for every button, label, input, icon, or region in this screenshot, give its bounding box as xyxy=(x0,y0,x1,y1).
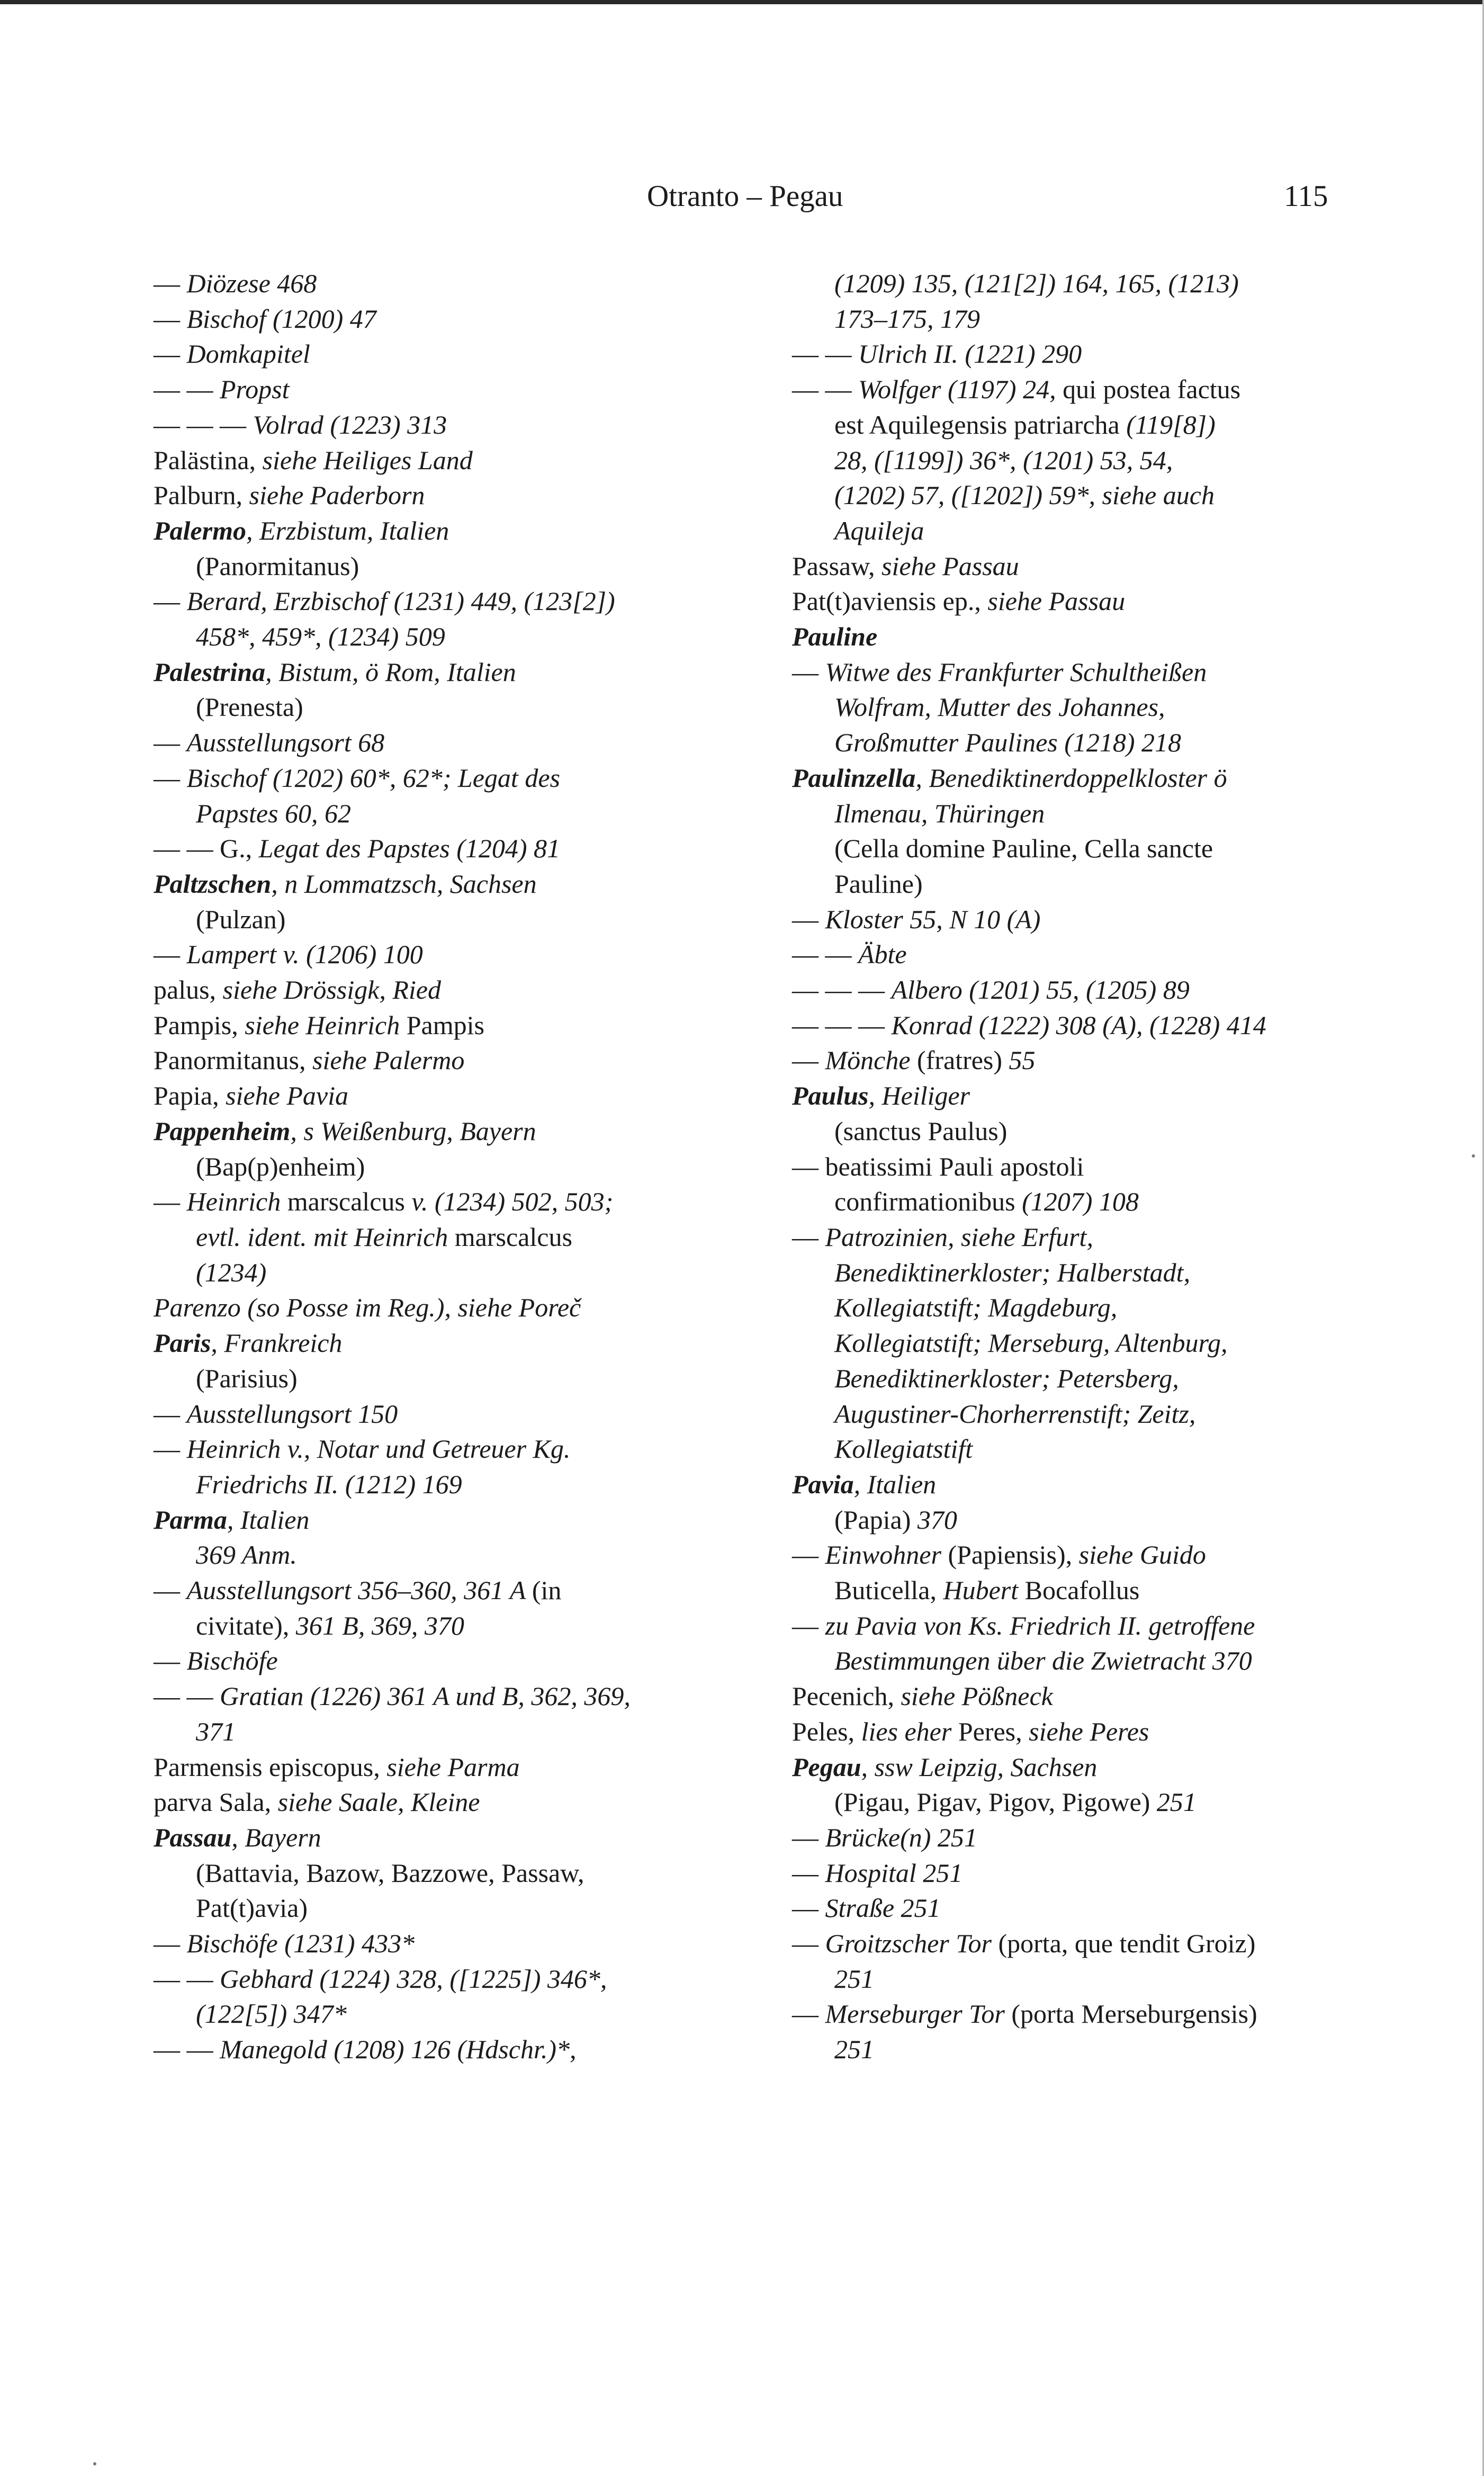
index-entry-line xyxy=(154,1750,715,1785)
index-entry-line xyxy=(792,725,1353,760)
index-entry-text: (Prenesta) xyxy=(196,692,303,722)
index-entry-text: Pampis, xyxy=(154,1010,245,1040)
index-entry-text: Palästina, xyxy=(154,445,263,475)
index-entry-text: civitate), xyxy=(196,1610,296,1640)
index-headword: Parma xyxy=(154,1504,227,1535)
index-entry-text: (Battavia, Bazow, Bazzowe, Passaw, xyxy=(196,1858,584,1888)
index-entry-line xyxy=(154,478,715,513)
index-entry-text: Bischöfe (1231) 433* xyxy=(186,1928,415,1959)
index-entry-text: — beatissimi Pauli apostoli xyxy=(792,1151,1084,1181)
index-entry-text: marscalcus xyxy=(287,1187,412,1217)
index-entry-text: Brücke(n) 251 xyxy=(825,1822,977,1852)
index-entry-line xyxy=(154,1078,715,1114)
index-entry-line xyxy=(792,1467,1353,1502)
index-entry-line xyxy=(154,1679,715,1714)
index-entry-line xyxy=(792,266,1353,301)
index-entry-text: — — xyxy=(154,374,220,405)
index-entry-line xyxy=(154,1537,715,1573)
index-entry-text: — xyxy=(154,1575,187,1605)
index-entry-line xyxy=(792,584,1353,619)
index-entry-line xyxy=(792,1537,1353,1573)
index-entry-text: zu Pavia von Ks. Friedrich II. getroffene xyxy=(825,1610,1255,1640)
index-entry-text: Legat des Papstes (1204) 81 xyxy=(258,833,560,864)
index-entry-line xyxy=(792,549,1353,584)
index-entry-line xyxy=(154,1820,715,1855)
index-entry-line xyxy=(792,336,1353,372)
index-entry-text: Peres, xyxy=(958,1716,1029,1746)
index-entry-line xyxy=(792,1325,1353,1361)
index-entry-text: Kollegiatstift; Magdeburg, xyxy=(834,1293,1118,1323)
index-entry-line xyxy=(792,513,1353,549)
index-entry-line xyxy=(792,1396,1353,1432)
index-entry-text: Wolfger (1197) 24, xyxy=(858,374,1063,405)
index-column-left xyxy=(154,266,715,2067)
index-entry-text: — xyxy=(792,1540,825,1570)
index-entry-line xyxy=(154,372,715,407)
index-entry-text: 55 xyxy=(1009,1045,1036,1075)
index-entry-line xyxy=(154,1008,715,1043)
index-entry-text: (1202) 57, ([1202]) 59*, siehe auch xyxy=(834,480,1215,510)
index-entry-text: 371 xyxy=(196,1716,236,1746)
index-entry-text: Albero (1201) 55, (1205) 89 xyxy=(891,975,1190,1005)
index-entry-line xyxy=(154,972,715,1008)
index-entry-text: v. (1234) 502, 503; xyxy=(411,1187,614,1217)
index-entry-text: Augustiner-Chorherrenstift; Zeitz, xyxy=(834,1398,1196,1429)
index-entry-line xyxy=(792,1255,1353,1290)
index-entry-line xyxy=(792,831,1353,866)
index-entry-text: Aquileja xyxy=(834,515,924,545)
index-entry-line xyxy=(792,407,1353,443)
index-entry-text: Pat(t)aviensis ep., xyxy=(792,586,988,616)
index-entry-text: (Papia) xyxy=(834,1504,918,1535)
index-entry-line xyxy=(792,760,1353,796)
index-entry-text: , Erzbistum, Italien xyxy=(246,515,449,545)
index-entry-text: confirmationibus xyxy=(834,1187,1022,1217)
index-entry-line xyxy=(792,1890,1353,1926)
index-entry-line xyxy=(154,1149,715,1185)
index-entry-text: Pecenich, xyxy=(792,1681,901,1711)
index-entry-text: Patrozinien, siehe Erfurt, xyxy=(825,1222,1093,1252)
index-entry-text: Straße 251 xyxy=(825,1893,941,1923)
index-entry-line xyxy=(792,689,1353,725)
index-entry-line xyxy=(154,336,715,372)
index-entry-text: , Italien xyxy=(853,1469,937,1499)
index-entry-line xyxy=(792,796,1353,831)
index-entry-text: siehe Parma xyxy=(386,1752,520,1782)
index-entry-text: — xyxy=(154,939,187,970)
index-entry-line xyxy=(792,1078,1353,1114)
index-entry-text: — xyxy=(154,728,187,758)
index-headword: Palestrina xyxy=(154,657,266,687)
index-headword: Pappenheim xyxy=(154,1116,291,1146)
index-entry-line xyxy=(154,266,715,301)
index-entry-line xyxy=(154,689,715,725)
index-entry-text: siehe Passau xyxy=(881,551,1019,581)
index-entry-text: Bischöfe xyxy=(186,1646,278,1676)
index-entry-line xyxy=(792,1043,1353,1078)
index-entry-text: Panormitanus, xyxy=(154,1045,312,1075)
index-entry-text: (119[8]) xyxy=(1126,409,1216,439)
index-headword: Palermo xyxy=(154,515,246,545)
index-entry-line xyxy=(792,2032,1353,2067)
index-entry-text: Hospital 251 xyxy=(825,1858,963,1888)
index-entry-line xyxy=(154,1290,715,1325)
index-entry-line xyxy=(792,1643,1353,1679)
index-entry-text: Pampis xyxy=(406,1010,484,1040)
index-entry-text: Heinrich xyxy=(186,1187,287,1217)
index-entry-text: , Heiliger xyxy=(868,1081,970,1111)
page-number: 115 xyxy=(1284,180,1328,213)
index-entry-text: Äbte xyxy=(858,939,907,970)
index-entry-text: parva Sala, xyxy=(154,1787,278,1817)
index-headword: Paulus xyxy=(792,1081,869,1111)
index-entry-text: Kollegiatstift xyxy=(834,1434,973,1464)
index-entry-line xyxy=(154,1467,715,1502)
index-entry-line xyxy=(154,1855,715,1891)
index-entry-text: Konrad (1222) 308 (A), (1228) 414 xyxy=(891,1010,1266,1040)
index-entry-line xyxy=(154,1784,715,1820)
index-entry-line xyxy=(792,1784,1353,1820)
index-entry-line xyxy=(154,1714,715,1750)
index-entry-text: Peles, xyxy=(792,1716,861,1746)
index-entry-text: siehe Drössigk, Ried xyxy=(222,975,441,1005)
index-entry-line xyxy=(792,1996,1353,2032)
index-entry-text: 28, ([1199]) 36*, (1201) 53, 54, xyxy=(834,445,1173,475)
index-headword: Paris xyxy=(154,1328,211,1358)
index-headword: Pavia xyxy=(792,1469,854,1499)
index-entry-line xyxy=(154,1184,715,1219)
index-entry-text: Bischof (1202) 60*, 62*; Legat des xyxy=(186,762,560,793)
index-entry-text: — xyxy=(792,1928,825,1959)
index-entry-text: (Papiensis), xyxy=(948,1540,1079,1570)
top-border-rule xyxy=(0,0,1484,4)
index-entry-text: (1209) 135, (121[2]) 164, 165, (1213) xyxy=(834,268,1239,298)
index-entry-line xyxy=(154,1219,715,1255)
index-entry-text: — xyxy=(154,586,187,616)
index-headword: Paulinzella xyxy=(792,762,916,793)
index-headword: Paltzschen xyxy=(154,868,272,899)
index-entry-line xyxy=(792,1820,1353,1855)
index-entry-text: (122[5]) 347* xyxy=(196,1999,347,2029)
index-entry-text: — — — xyxy=(792,975,892,1005)
index-entry-line xyxy=(154,1926,715,1961)
index-entry-line xyxy=(792,1855,1353,1891)
index-entry-text: qui postea factus xyxy=(1063,374,1241,405)
index-entry-text: — — xyxy=(154,2034,220,2065)
index-entry-text: (sanctus Paulus) xyxy=(834,1116,1008,1146)
index-entry-text: Ausstellungsort 68 xyxy=(186,728,385,758)
index-entry-text: est Aquilegensis patriarcha xyxy=(834,409,1127,439)
index-entry-text: , s Weißenburg, Bayern xyxy=(290,1116,536,1146)
index-entry-line xyxy=(154,301,715,337)
index-entry-text: siehe Paderborn xyxy=(249,480,425,510)
index-entry-text: siehe Heiliges Land xyxy=(262,445,473,475)
index-entry-line xyxy=(792,902,1353,937)
index-entry-text: — — xyxy=(154,1681,220,1711)
index-entry-text: — xyxy=(154,1646,187,1676)
index-entry-text: Palburn, xyxy=(154,480,249,510)
index-entry-line xyxy=(792,1750,1353,1785)
index-entry-line xyxy=(792,619,1353,654)
index-entry-text: Groitzscher Tor xyxy=(825,1928,999,1959)
index-entry-text: (Panormitanus) xyxy=(196,551,359,581)
index-entry-text: Mönche xyxy=(825,1045,918,1075)
index-entry-text: , ssw Leipzig, Sachsen xyxy=(861,1752,1098,1782)
index-entry-text: — — xyxy=(154,1963,220,1994)
index-entry-text: Ulrich II. (1221) 290 xyxy=(858,339,1082,369)
index-entry-line xyxy=(154,1325,715,1361)
index-entry-text: 370 xyxy=(917,1504,957,1535)
index-entry-text: — — xyxy=(792,374,858,405)
index-entry-line xyxy=(792,1608,1353,1644)
index-entry-text: Bocafollus xyxy=(1024,1575,1140,1605)
index-entry-text: (Bap(p)enheim) xyxy=(196,1151,365,1181)
index-entry-line xyxy=(154,407,715,443)
index-entry-line xyxy=(792,372,1353,407)
index-entry-line xyxy=(792,866,1353,902)
index-entry-line xyxy=(792,1961,1353,1997)
index-entry-line xyxy=(154,937,715,972)
index-entry-line xyxy=(792,1184,1353,1219)
index-headword: Pegau xyxy=(792,1752,861,1782)
index-entry-text: (porta, que tendit Groiz) xyxy=(998,1928,1256,1959)
index-entry-text: (porta Merseburgensis) xyxy=(1011,1999,1257,2029)
index-entry-text: Großmutter Paulines (1218) 218 xyxy=(834,728,1182,758)
index-entry-text: siehe Guido xyxy=(1078,1540,1206,1570)
index-entry-line xyxy=(154,1255,715,1290)
index-entry-text: — xyxy=(792,657,825,687)
index-entry-line xyxy=(792,937,1353,972)
index-entry-line xyxy=(154,443,715,478)
index-entry-text: Wolfram, Mutter des Johannes, xyxy=(834,692,1165,722)
index-entry-line xyxy=(154,1396,715,1432)
index-entry-text: — xyxy=(792,1610,825,1640)
index-entry-line xyxy=(154,1361,715,1396)
index-entry-text: Kloster 55, N 10 (A) xyxy=(825,904,1041,934)
index-entry-line xyxy=(154,760,715,796)
index-entry-text: — xyxy=(154,339,187,369)
index-headword: Pauline xyxy=(792,622,878,652)
index-entry-line xyxy=(154,1996,715,2032)
index-entry-text: (Pigau, Pigav, Pigov, Pigowe) xyxy=(834,1787,1157,1817)
index-entry-text: Bischof (1200) 47 xyxy=(186,303,376,334)
index-entry-line xyxy=(154,1890,715,1926)
index-entry-text: Friedrichs II. (1212) 169 xyxy=(196,1469,462,1499)
index-entry-line xyxy=(792,443,1353,478)
index-entry-text: , n Lommatzsch, Sachsen xyxy=(271,868,537,899)
index-entry-line xyxy=(154,513,715,549)
index-entry-text: 173–175, 179 xyxy=(834,303,980,334)
index-entry-line xyxy=(154,2032,715,2067)
index-entry-text: (in xyxy=(532,1575,562,1605)
index-entry-line xyxy=(792,1714,1353,1750)
index-entry-text: Pauline) xyxy=(834,868,923,899)
index-entry-text: Kollegiatstift; Merseburg, Altenburg, xyxy=(834,1328,1228,1358)
index-entry-line xyxy=(154,584,715,619)
index-entry-text: Buticella, xyxy=(834,1575,943,1605)
running-header-title: Otranto – Pegau xyxy=(647,180,843,213)
index-entry-text: siehe Pavia xyxy=(226,1081,348,1111)
index-entry-text: — xyxy=(154,1928,187,1959)
index-entry-text: Parmensis episcopus, xyxy=(154,1752,387,1782)
index-entry-text: — — xyxy=(792,939,858,970)
index-entry-text: — xyxy=(792,904,825,934)
index-entry-text: 458*, 459*, (1234) 509 xyxy=(196,622,445,652)
index-entry-text: Lampert v. (1206) 100 xyxy=(186,939,423,970)
print-speck xyxy=(93,2462,96,2465)
index-entry-text: — xyxy=(154,303,187,334)
index-entry-text: Ausstellungsort 150 xyxy=(186,1398,398,1429)
index-entry-text: marscalcus xyxy=(454,1222,572,1252)
index-entry-text: Gebhard (1224) 328, ([1225]) 346*, xyxy=(220,1963,607,1994)
index-entry-line xyxy=(792,1219,1353,1255)
index-entry-text: Merseburger Tor xyxy=(825,1999,1012,2029)
index-entry-text: Propst xyxy=(220,374,290,405)
index-entry-text: Bestimmungen über die Zwietracht 370 xyxy=(834,1646,1252,1676)
index-entry-line xyxy=(792,1008,1353,1043)
index-entry-line xyxy=(154,1573,715,1608)
index-entry-text: (Parisius) xyxy=(196,1363,298,1393)
index-entry-line xyxy=(154,1643,715,1679)
index-entry-text: — — — xyxy=(154,409,253,439)
index-entry-text: — xyxy=(154,268,187,298)
index-entry-line xyxy=(154,725,715,760)
index-entry-line xyxy=(154,866,715,902)
index-entry-text: — — G., xyxy=(154,833,259,864)
index-entry-line xyxy=(154,1043,715,1078)
index-entry-text: palus, xyxy=(154,975,223,1005)
index-entry-line xyxy=(154,654,715,690)
index-entry-text: Berard, Erzbischof (1231) 449, (123[2]) xyxy=(186,586,615,616)
index-entry-text: siehe Palermo xyxy=(312,1045,465,1075)
index-entry-text: , Frankreich xyxy=(211,1328,343,1358)
index-entry-text: Volrad (1223) 313 xyxy=(253,409,447,439)
index-entry-line xyxy=(154,549,715,584)
index-entry-text: — xyxy=(154,1398,187,1429)
index-entry-text: — — — xyxy=(792,1010,892,1040)
index-entry-text: Gratian (1226) 361 A und B, 362, 369, xyxy=(220,1681,631,1711)
index-entry-line xyxy=(792,301,1353,337)
index-entry-text: (1234) xyxy=(196,1257,267,1287)
index-entry-text: — xyxy=(792,1822,825,1852)
index-entry-line xyxy=(154,1502,715,1538)
print-speck xyxy=(1472,1154,1475,1158)
index-entry-text: (Cella domine Pauline, Cella sancte xyxy=(834,833,1213,864)
index-entry-text: — — xyxy=(792,339,858,369)
index-entry-text: (fratres) xyxy=(917,1045,1009,1075)
index-entry-text: Einwohner xyxy=(825,1540,948,1570)
index-entry-line xyxy=(792,654,1353,690)
index-entry-line xyxy=(792,1149,1353,1185)
index-entry-line xyxy=(154,1961,715,1997)
index-entry-line xyxy=(154,831,715,866)
index-entry-text: Heinrich v., Notar und Getreuer Kg. xyxy=(186,1434,571,1464)
index-entry-line xyxy=(792,1361,1353,1396)
index-entry-text: lies eher xyxy=(861,1716,958,1746)
index-entry-line xyxy=(792,1926,1353,1961)
index-entry-text: siehe Saale, Kleine xyxy=(277,1787,480,1817)
index-column-right xyxy=(792,266,1353,2067)
index-entry-text: — xyxy=(792,1893,825,1923)
index-entry-line xyxy=(154,902,715,937)
index-entry-text: — xyxy=(154,1187,187,1217)
index-entry-text: siehe Peres xyxy=(1029,1716,1149,1746)
index-entry-text: 369 Anm. xyxy=(196,1540,297,1570)
index-headword: Passau xyxy=(154,1822,232,1852)
index-entry-text: — xyxy=(792,1858,825,1888)
index-entry-text: siehe Pößneck xyxy=(901,1681,1053,1711)
index-entry-line xyxy=(154,1608,715,1644)
index-entry-line xyxy=(792,1431,1353,1467)
index-entry-text: — xyxy=(792,1999,825,2029)
index-entry-text: — xyxy=(792,1045,825,1075)
index-entry-text: (Pulzan) xyxy=(196,904,286,934)
index-entry-line xyxy=(792,1679,1353,1714)
index-entry-text: , Bistum, ö Rom, Italien xyxy=(265,657,516,687)
index-entry-text: Parenzo (so Posse im Reg.), siehe Poreč xyxy=(154,1293,581,1323)
index-entry-text: — xyxy=(792,1222,825,1252)
index-entry-text: Domkapitel xyxy=(186,339,310,369)
index-entry-line xyxy=(154,1114,715,1149)
index-entry-text: Diözese 468 xyxy=(186,268,317,298)
index-entry-text: Papstes 60, 62 xyxy=(196,798,352,828)
index-entry-text: Papia, xyxy=(154,1081,226,1111)
index-entry-text: Witwe des Frankfurter Schultheißen xyxy=(825,657,1207,687)
index-entry-text: 251 xyxy=(1156,1787,1197,1817)
index-entry-text: Manegold (1208) 126 (Hdschr.)*, xyxy=(220,2034,577,2065)
index-entry-text: , Bayern xyxy=(231,1822,321,1852)
index-entry-text: Ilmenau, Thüringen xyxy=(834,798,1045,828)
index-entry-text: 251 xyxy=(834,2034,874,2065)
index-entry-line xyxy=(792,478,1353,513)
index-entry-line xyxy=(792,972,1353,1008)
index-entry-line xyxy=(154,796,715,831)
index-entry-text: siehe Heinrich xyxy=(245,1010,407,1040)
index-entry-text: Hubert xyxy=(943,1575,1025,1605)
index-entry-text: Benediktinerkloster; Petersberg, xyxy=(834,1363,1179,1393)
index-entry-text: Benediktinerkloster; Halberstadt, xyxy=(834,1257,1191,1287)
index-entry-text: — xyxy=(154,762,187,793)
index-entry-line xyxy=(154,1431,715,1467)
index-entry-line xyxy=(792,1502,1353,1538)
index-entry-text: siehe Passau xyxy=(987,586,1126,616)
index-entry-text: , Italien xyxy=(227,1504,310,1535)
index-entry-text: (1207) 108 xyxy=(1022,1187,1139,1217)
index-entry-text: evtl. ident. mit Heinrich xyxy=(196,1222,455,1252)
index-entry-text: Passaw, xyxy=(792,551,882,581)
index-entry-line xyxy=(792,1290,1353,1325)
index-entry-line xyxy=(154,619,715,654)
index-entry-text: Ausstellungsort 356–360, 361 A xyxy=(186,1575,532,1605)
index-entry-text: 361 B, 369, 370 xyxy=(295,1610,464,1640)
index-entry-text: — xyxy=(154,1434,187,1464)
index-entry-text: 251 xyxy=(834,1963,874,1994)
index-entry-text: , Benediktinerdoppelkloster ö xyxy=(915,762,1227,793)
index-entry-line xyxy=(792,1573,1353,1608)
index-entry-line xyxy=(792,1114,1353,1149)
index-entry-text: Pat(t)avia) xyxy=(196,1893,308,1923)
